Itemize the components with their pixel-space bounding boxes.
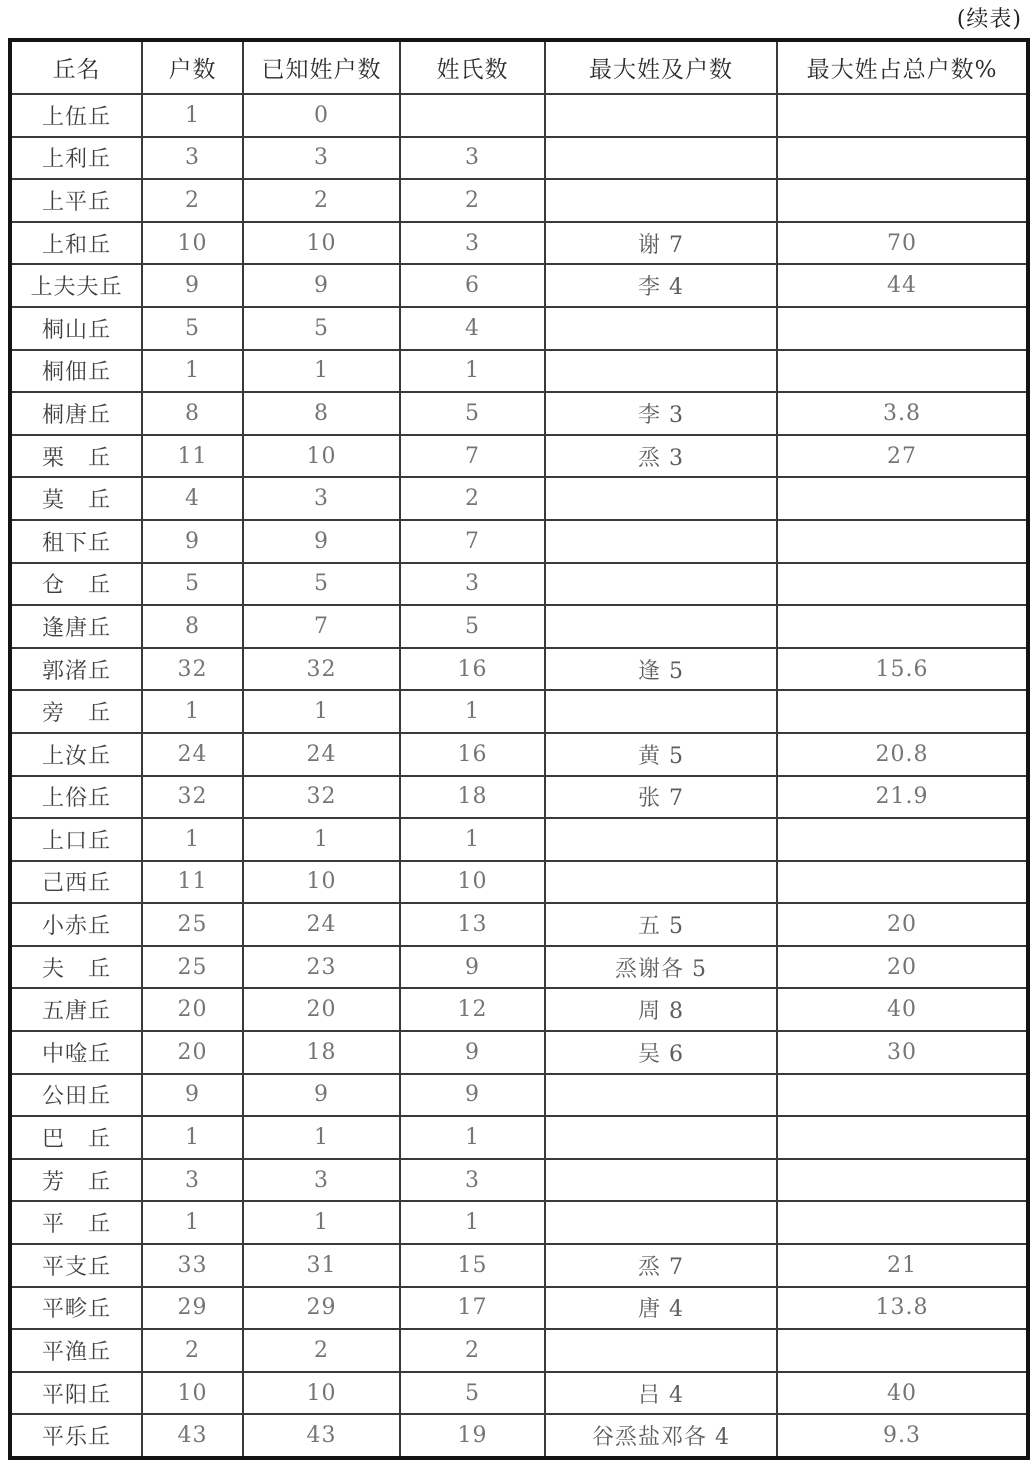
table-cell: 5 xyxy=(142,307,243,350)
table-cell: 24 xyxy=(243,733,400,776)
table-cell: 33 xyxy=(142,1244,243,1287)
table-row xyxy=(10,563,1028,606)
table-cell: 7 xyxy=(400,520,545,563)
table-cell xyxy=(545,137,777,180)
table-cell xyxy=(777,1116,1028,1159)
table-row xyxy=(10,1244,1028,1287)
table-cell xyxy=(545,520,777,563)
table-cell: 20 xyxy=(243,988,400,1031)
hill-name-cell: 平阳丘 xyxy=(10,1372,142,1415)
table-cell xyxy=(545,477,777,520)
table-row xyxy=(10,94,1028,137)
table-cell xyxy=(777,179,1028,222)
table-cell: 吕 4 xyxy=(545,1372,777,1415)
table-cell: 1 xyxy=(142,94,243,137)
header-row xyxy=(10,40,1028,94)
table-cell: 黄 5 xyxy=(545,733,777,776)
table-cell xyxy=(777,1329,1028,1372)
table-cell: 3 xyxy=(400,137,545,180)
table-cell: 16 xyxy=(400,648,545,691)
table-cell: 2 xyxy=(243,1329,400,1372)
table-cell xyxy=(777,137,1028,180)
table-cell: 44 xyxy=(777,264,1028,307)
table-cell: 20 xyxy=(777,903,1028,946)
table-cell: 29 xyxy=(243,1287,400,1330)
table-cell: 1 xyxy=(142,1201,243,1244)
table-cell: 逢 5 xyxy=(545,648,777,691)
table-cell: 9 xyxy=(400,1031,545,1074)
table-row xyxy=(10,350,1028,393)
table-cell xyxy=(777,1074,1028,1117)
table-row xyxy=(10,1074,1028,1117)
table-cell: 5 xyxy=(243,307,400,350)
table-cell xyxy=(545,94,777,137)
table-cell xyxy=(777,94,1028,137)
hill-name-cell: 桐山丘 xyxy=(10,307,142,350)
table-cell xyxy=(777,477,1028,520)
table-cell: 31 xyxy=(243,1244,400,1287)
table-cell: 3 xyxy=(400,222,545,265)
table-cell: 43 xyxy=(142,1414,243,1458)
table-cell: 10 xyxy=(400,861,545,904)
table-cell: 20 xyxy=(142,988,243,1031)
table-row xyxy=(10,818,1028,861)
table-cell xyxy=(777,1201,1028,1244)
table-cell: 9 xyxy=(243,520,400,563)
hill-name-cell: 平渔丘 xyxy=(10,1329,142,1372)
table-cell: 吴 6 xyxy=(545,1031,777,1074)
table-cell: 1 xyxy=(142,1116,243,1159)
table-cell: 18 xyxy=(243,1031,400,1074)
table-row xyxy=(10,392,1028,435)
table-cell: 43 xyxy=(243,1414,400,1458)
hill-name-cell: 桐佃丘 xyxy=(10,350,142,393)
table-cell: 40 xyxy=(777,1372,1028,1415)
column-header-5: 最大姓占总户数% xyxy=(777,40,1028,94)
table-cell: 10 xyxy=(142,222,243,265)
table-cell: 10 xyxy=(243,222,400,265)
table-row xyxy=(10,1329,1028,1372)
table-cell: 23 xyxy=(243,946,400,989)
table-cell: 11 xyxy=(142,861,243,904)
table-cell xyxy=(545,861,777,904)
table-row xyxy=(10,1201,1028,1244)
table-cell: 3 xyxy=(243,477,400,520)
table-cell: 谷烝盐邓各 4 xyxy=(545,1414,777,1458)
table-cell: 10 xyxy=(243,1372,400,1415)
table-cell: 烝 3 xyxy=(545,435,777,478)
continued-table-label: (续表) xyxy=(956,7,1022,32)
table-row xyxy=(10,1031,1028,1074)
table-cell xyxy=(545,605,777,648)
hill-name-cell: 上口丘 xyxy=(10,818,142,861)
table-cell: 2 xyxy=(400,179,545,222)
table-cell: 9 xyxy=(400,1074,545,1117)
hill-name-cell: 中唫丘 xyxy=(10,1031,142,1074)
table-row xyxy=(10,776,1028,819)
table-cell xyxy=(545,1329,777,1372)
table-cell: 20.8 xyxy=(777,733,1028,776)
table-cell: 5 xyxy=(243,563,400,606)
table-cell xyxy=(777,818,1028,861)
table-cell: 0 xyxy=(243,94,400,137)
hill-name-cell: 上夫夫丘 xyxy=(10,264,142,307)
table-cell: 3 xyxy=(142,137,243,180)
table-cell: 7 xyxy=(243,605,400,648)
table-cell xyxy=(777,350,1028,393)
hill-name-cell: 巴 丘 xyxy=(10,1116,142,1159)
hill-name-cell: 莫 丘 xyxy=(10,477,142,520)
table-row xyxy=(10,307,1028,350)
table-cell: 3.8 xyxy=(777,392,1028,435)
hill-name-cell: 栗 丘 xyxy=(10,435,142,478)
table-cell: 18 xyxy=(400,776,545,819)
table-cell xyxy=(545,818,777,861)
table-row xyxy=(10,690,1028,733)
table-cell xyxy=(400,94,545,137)
table-cell: 2 xyxy=(400,1329,545,1372)
hill-name-cell: 旁 丘 xyxy=(10,690,142,733)
hill-name-cell: 小赤丘 xyxy=(10,903,142,946)
table-row xyxy=(10,946,1028,989)
table-cell: 30 xyxy=(777,1031,1028,1074)
table-row xyxy=(10,648,1028,691)
table-row xyxy=(10,733,1028,776)
hill-name-cell: 上利丘 xyxy=(10,137,142,180)
surname-statistics-table xyxy=(8,38,1030,1460)
hill-name-cell: 上伍丘 xyxy=(10,94,142,137)
table-cell: 6 xyxy=(400,264,545,307)
hill-name-cell: 上和丘 xyxy=(10,222,142,265)
table-row xyxy=(10,1372,1028,1415)
table-row xyxy=(10,1116,1028,1159)
hill-name-cell: 仓 丘 xyxy=(10,563,142,606)
table-cell xyxy=(545,1201,777,1244)
table-cell xyxy=(545,690,777,733)
table-cell: 李 3 xyxy=(545,392,777,435)
table-cell xyxy=(545,1074,777,1117)
table-cell: 7 xyxy=(400,435,545,478)
table-row xyxy=(10,605,1028,648)
column-header-3: 姓氏数 xyxy=(400,40,545,94)
table-cell: 40 xyxy=(777,988,1028,1031)
table-row xyxy=(10,1159,1028,1202)
table-cell: 1 xyxy=(243,690,400,733)
table-cell: 24 xyxy=(243,903,400,946)
table-row xyxy=(10,1414,1028,1458)
table-cell xyxy=(777,1159,1028,1202)
hill-name-cell: 逢唐丘 xyxy=(10,605,142,648)
table-cell: 谢 7 xyxy=(545,222,777,265)
table-cell: 16 xyxy=(400,733,545,776)
table-cell: 2 xyxy=(142,1329,243,1372)
hill-name-cell: 租下丘 xyxy=(10,520,142,563)
table-cell: 10 xyxy=(142,1372,243,1415)
table-cell: 32 xyxy=(243,776,400,819)
table-cell: 32 xyxy=(142,648,243,691)
table-cell xyxy=(777,307,1028,350)
table-cell: 24 xyxy=(142,733,243,776)
table-cell: 2 xyxy=(142,179,243,222)
table-cell: 8 xyxy=(243,392,400,435)
table-cell: 1 xyxy=(400,350,545,393)
table-cell: 15 xyxy=(400,1244,545,1287)
hill-name-cell: 五唐丘 xyxy=(10,988,142,1031)
table-cell xyxy=(777,690,1028,733)
table-cell xyxy=(777,861,1028,904)
table-cell: 13.8 xyxy=(777,1287,1028,1330)
table-cell: 9.3 xyxy=(777,1414,1028,1458)
table-cell: 5 xyxy=(400,605,545,648)
table-cell: 8 xyxy=(142,392,243,435)
table-cell: 11 xyxy=(142,435,243,478)
column-header-0: 丘名 xyxy=(10,40,142,94)
table-cell: 1 xyxy=(243,350,400,393)
table-cell: 1 xyxy=(243,1116,400,1159)
table-row xyxy=(10,137,1028,180)
table-cell: 五 5 xyxy=(545,903,777,946)
table-row xyxy=(10,1287,1028,1330)
table-cell: 25 xyxy=(142,946,243,989)
hill-name-cell: 平畛丘 xyxy=(10,1287,142,1330)
table-cell: 13 xyxy=(400,903,545,946)
column-header-4: 最大姓及户数 xyxy=(545,40,777,94)
table-row xyxy=(10,179,1028,222)
hill-name-cell: 平支丘 xyxy=(10,1244,142,1287)
hill-name-cell: 平乐丘 xyxy=(10,1414,142,1458)
table-cell: 1 xyxy=(142,690,243,733)
table-cell: 4 xyxy=(400,307,545,350)
table-row xyxy=(10,435,1028,478)
table-cell: 1 xyxy=(400,818,545,861)
table-cell: 3 xyxy=(243,1159,400,1202)
table-cell: 9 xyxy=(243,1074,400,1117)
table-cell xyxy=(545,350,777,393)
table-cell: 10 xyxy=(243,861,400,904)
table-cell: 5 xyxy=(142,563,243,606)
table-cell: 32 xyxy=(142,776,243,819)
hill-name-cell: 夫 丘 xyxy=(10,946,142,989)
hill-name-cell: 芳 丘 xyxy=(10,1159,142,1202)
table-cell: 70 xyxy=(777,222,1028,265)
table-cell: 3 xyxy=(400,1159,545,1202)
hill-name-cell: 己西丘 xyxy=(10,861,142,904)
table-cell: 9 xyxy=(243,264,400,307)
table-cell xyxy=(545,307,777,350)
table-cell: 9 xyxy=(400,946,545,989)
table-cell: 20 xyxy=(777,946,1028,989)
table-cell: 19 xyxy=(400,1414,545,1458)
column-header-1: 户数 xyxy=(142,40,243,94)
table-row xyxy=(10,222,1028,265)
table-cell: 3 xyxy=(243,137,400,180)
table-row xyxy=(10,264,1028,307)
table-cell: 17 xyxy=(400,1287,545,1330)
table-cell: 1 xyxy=(400,690,545,733)
table-cell: 2 xyxy=(243,179,400,222)
table-cell xyxy=(545,1116,777,1159)
hill-name-cell: 上汝丘 xyxy=(10,733,142,776)
table-cell: 20 xyxy=(142,1031,243,1074)
table-cell: 10 xyxy=(243,435,400,478)
table-cell: 9 xyxy=(142,520,243,563)
hill-name-cell: 平 丘 xyxy=(10,1201,142,1244)
hill-name-cell: 公田丘 xyxy=(10,1074,142,1117)
table-cell xyxy=(777,563,1028,606)
table-cell: 烝 7 xyxy=(545,1244,777,1287)
hill-name-cell: 桐唐丘 xyxy=(10,392,142,435)
table-cell: 周 8 xyxy=(545,988,777,1031)
table-row xyxy=(10,988,1028,1031)
table-row xyxy=(10,903,1028,946)
column-header-2: 已知姓户数 xyxy=(243,40,400,94)
table-cell: 2 xyxy=(400,477,545,520)
table-cell xyxy=(777,605,1028,648)
table-cell xyxy=(545,1159,777,1202)
table-cell: 3 xyxy=(142,1159,243,1202)
table-cell xyxy=(545,563,777,606)
table-cell: 15.6 xyxy=(777,648,1028,691)
table-cell: 3 xyxy=(400,563,545,606)
hill-name-cell: 郭渚丘 xyxy=(10,648,142,691)
table-cell: 9 xyxy=(142,1074,243,1117)
table-cell: 29 xyxy=(142,1287,243,1330)
hill-name-cell: 上平丘 xyxy=(10,179,142,222)
table-cell: 1 xyxy=(400,1116,545,1159)
table-cell: 25 xyxy=(142,903,243,946)
table-cell: 李 4 xyxy=(545,264,777,307)
table-cell: 1 xyxy=(142,818,243,861)
table-row xyxy=(10,861,1028,904)
table-cell: 32 xyxy=(243,648,400,691)
table-cell: 12 xyxy=(400,988,545,1031)
table-cell: 21.9 xyxy=(777,776,1028,819)
table-cell: 张 7 xyxy=(545,776,777,819)
table-cell: 1 xyxy=(142,350,243,393)
table-row xyxy=(10,520,1028,563)
table-cell: 5 xyxy=(400,392,545,435)
table-cell xyxy=(777,520,1028,563)
table-cell xyxy=(545,179,777,222)
table-cell: 8 xyxy=(142,605,243,648)
table-cell: 21 xyxy=(777,1244,1028,1287)
table-cell: 唐 4 xyxy=(545,1287,777,1330)
table-cell: 1 xyxy=(243,1201,400,1244)
table-cell: 1 xyxy=(243,818,400,861)
table-row xyxy=(10,477,1028,520)
table-body xyxy=(10,94,1028,1458)
table-cell: 9 xyxy=(142,264,243,307)
table-cell: 1 xyxy=(400,1201,545,1244)
hill-name-cell: 上俗丘 xyxy=(10,776,142,819)
table-cell: 烝谢各 5 xyxy=(545,946,777,989)
table-cell: 27 xyxy=(777,435,1028,478)
table-cell: 4 xyxy=(142,477,243,520)
table-cell: 5 xyxy=(400,1372,545,1415)
